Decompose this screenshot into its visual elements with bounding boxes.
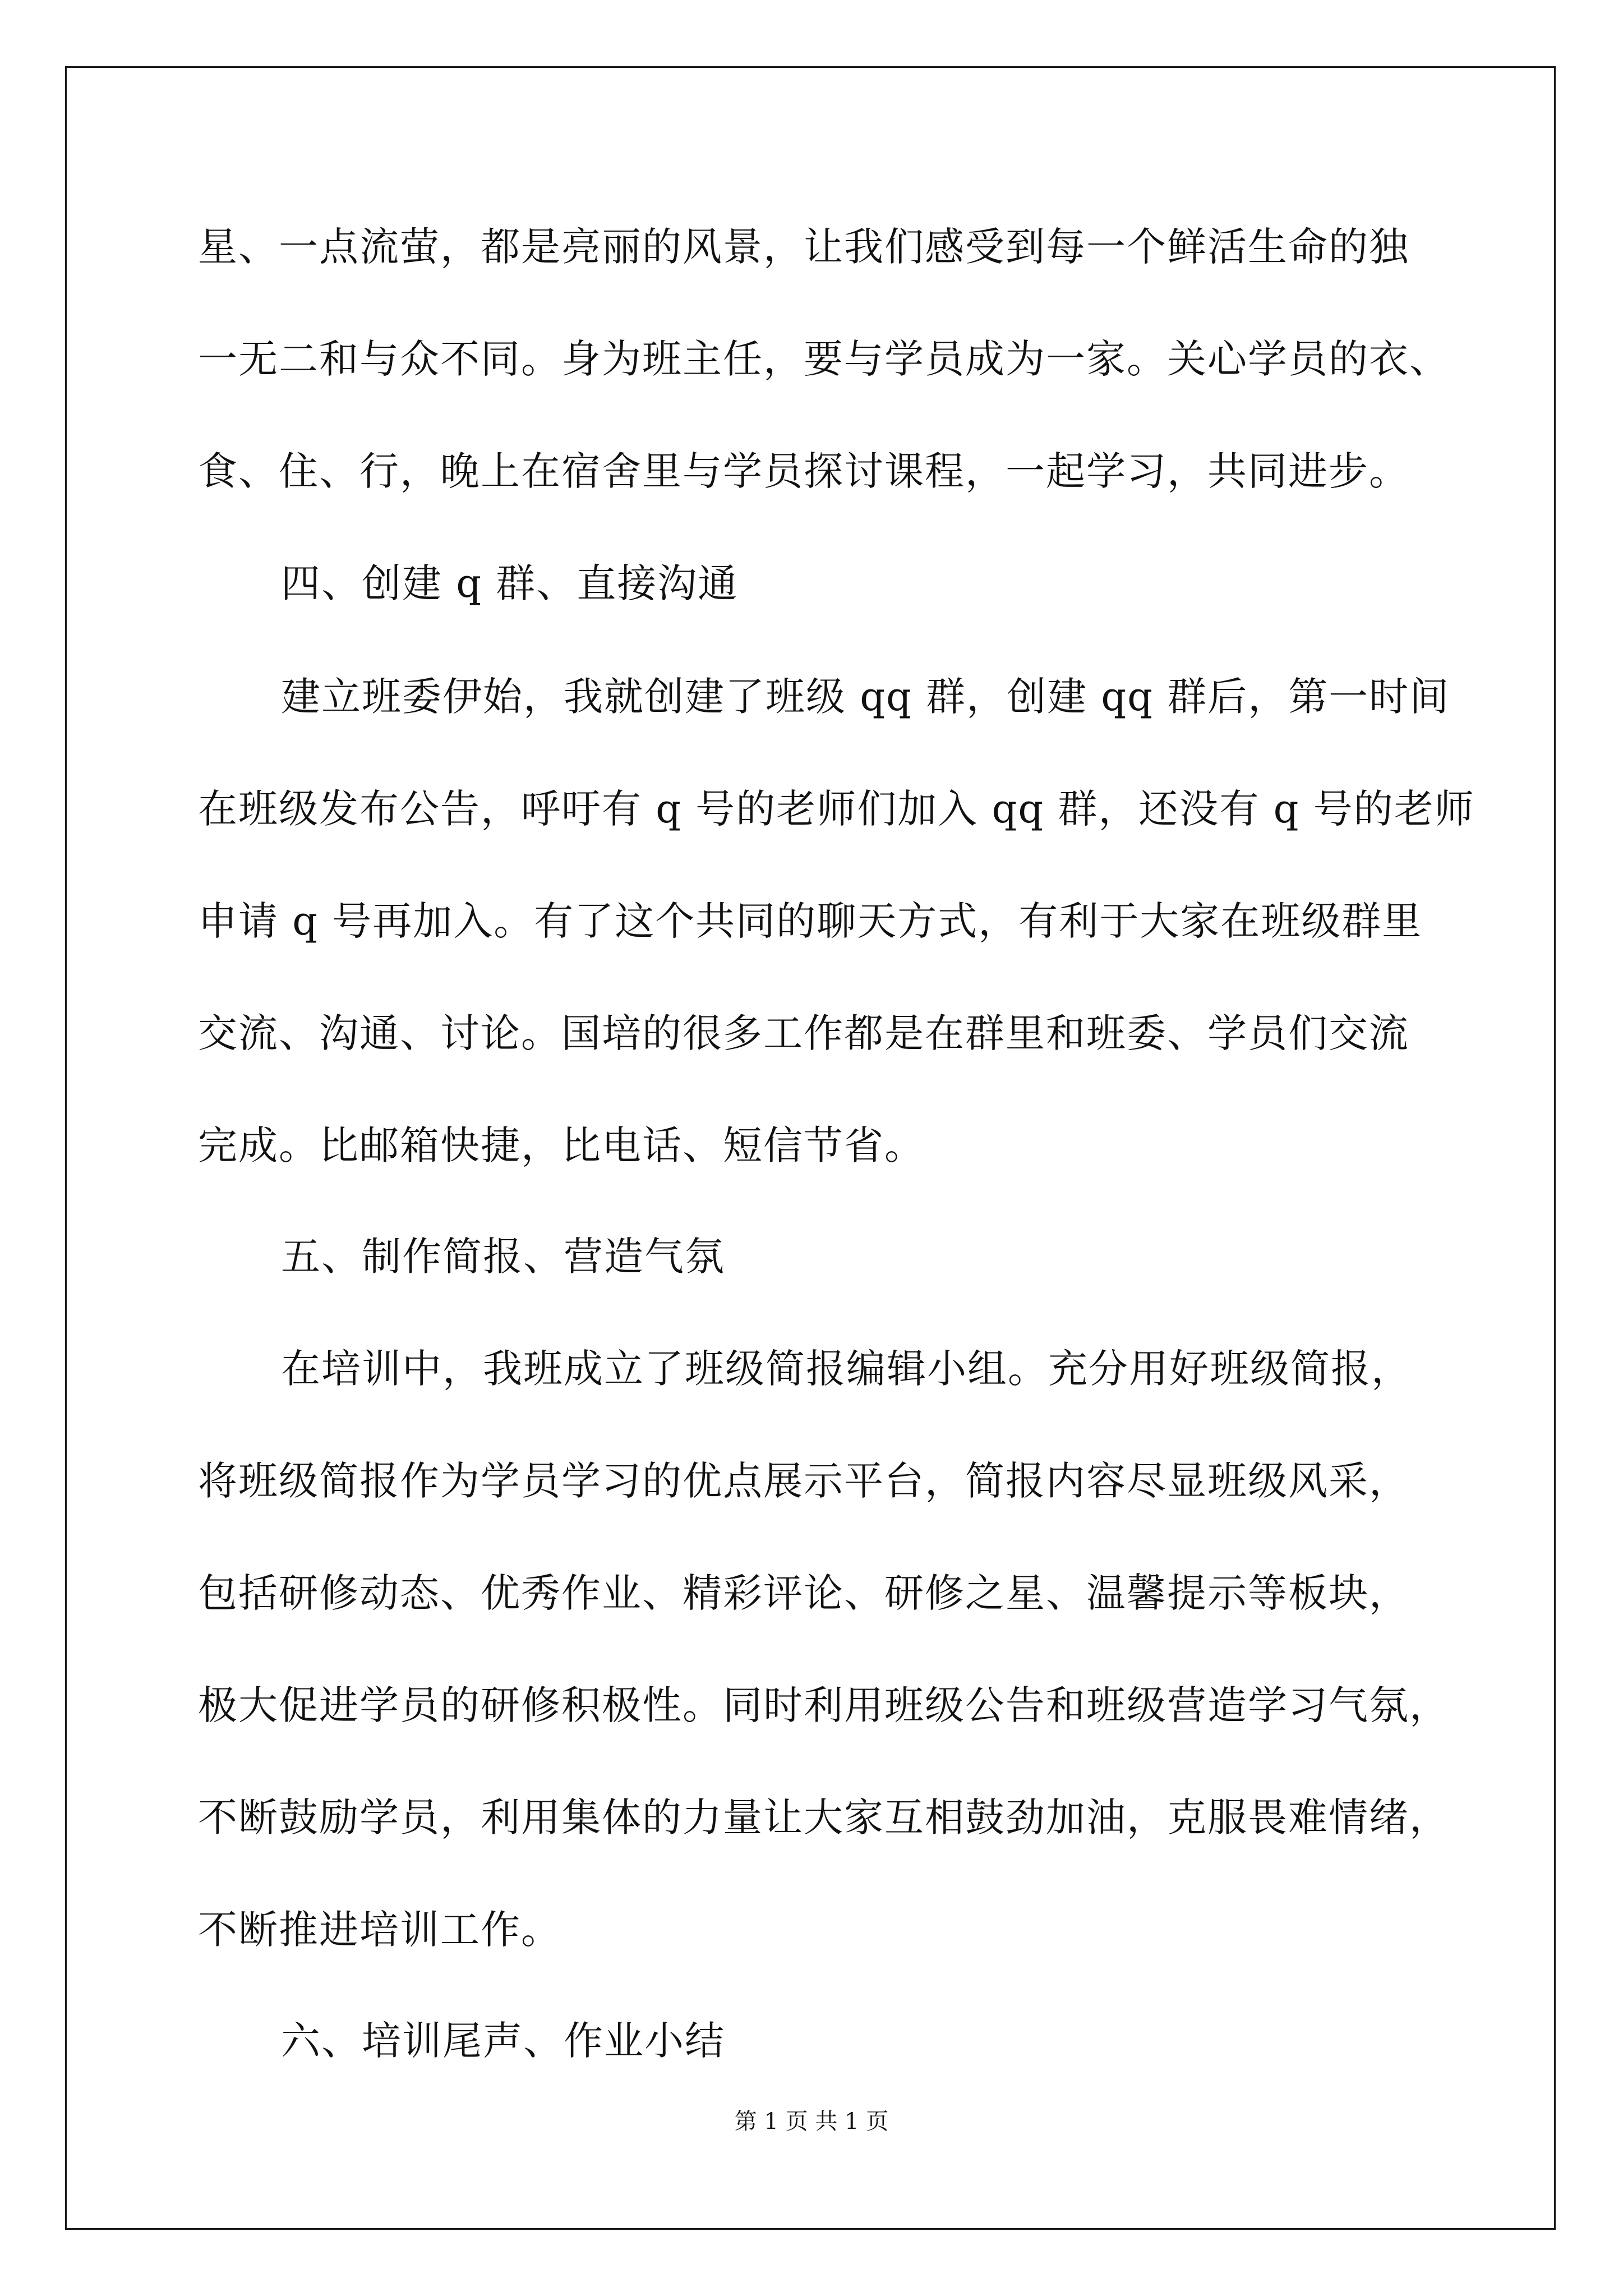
text-line: 建立班委伊始，我就创建了班级 qq 群，创建 qq 群后，第一时间 <box>281 674 1450 720</box>
text-line: 包括研修动态、优秀作业、精彩评论、研修之星、温馨提示等板块， <box>198 1570 1409 1616</box>
text-line: 食、住、行，晚上在宿舍里与学员探讨课程，一起学习，共同进步。 <box>198 448 1409 494</box>
text-line: 不断鼓励学员，利用集体的力量让大家互相鼓劲加油，克服畏难情绪， <box>198 1795 1450 1841</box>
text-line: 不断推进培训工作。 <box>198 1907 561 1953</box>
text-line: 星、一点流萤，都是亮丽的风景，让我们感受到每一个鲜活生命的独 <box>198 224 1409 270</box>
text-line: 将班级简报作为学员学习的优点展示平台，简报内容尽显班级风采， <box>198 1458 1409 1504</box>
text-line: 极大促进学员的研修积极性。同时利用班级公告和班级营造学习气氛， <box>198 1682 1450 1728</box>
section-heading-4: 四、创建 q 群、直接沟通 <box>281 560 739 606</box>
section-heading-6: 六、培训尾声、作业小结 <box>281 2018 725 2064</box>
text-line: 在培训中，我班成立了班级简报编辑小组。充分用好班级简报， <box>281 1346 1412 1392</box>
text-line: 交流、沟通、讨论。国培的很多工作都是在群里和班委、学员们交流 <box>198 1010 1409 1056</box>
section-heading-5: 五、制作简报、营造气氛 <box>281 1234 725 1280</box>
text-line: 在班级发布公告，呼吁有 q 号的老师们加入 qq 群，还没有 q 号的老师 <box>198 786 1475 832</box>
text-line: 一无二和与众不同。身为班主任，要与学员成为一家。关心学员的衣、 <box>198 336 1450 382</box>
text-line: 完成。比邮箱快捷，比电话、短信节省。 <box>198 1122 925 1168</box>
page-footer: 第 1 页 共 1 页 <box>734 2109 889 2134</box>
text-line: 申请 q 号再加入。有了这个共同的聊天方式，有利于大家在班级群里 <box>198 898 1423 944</box>
